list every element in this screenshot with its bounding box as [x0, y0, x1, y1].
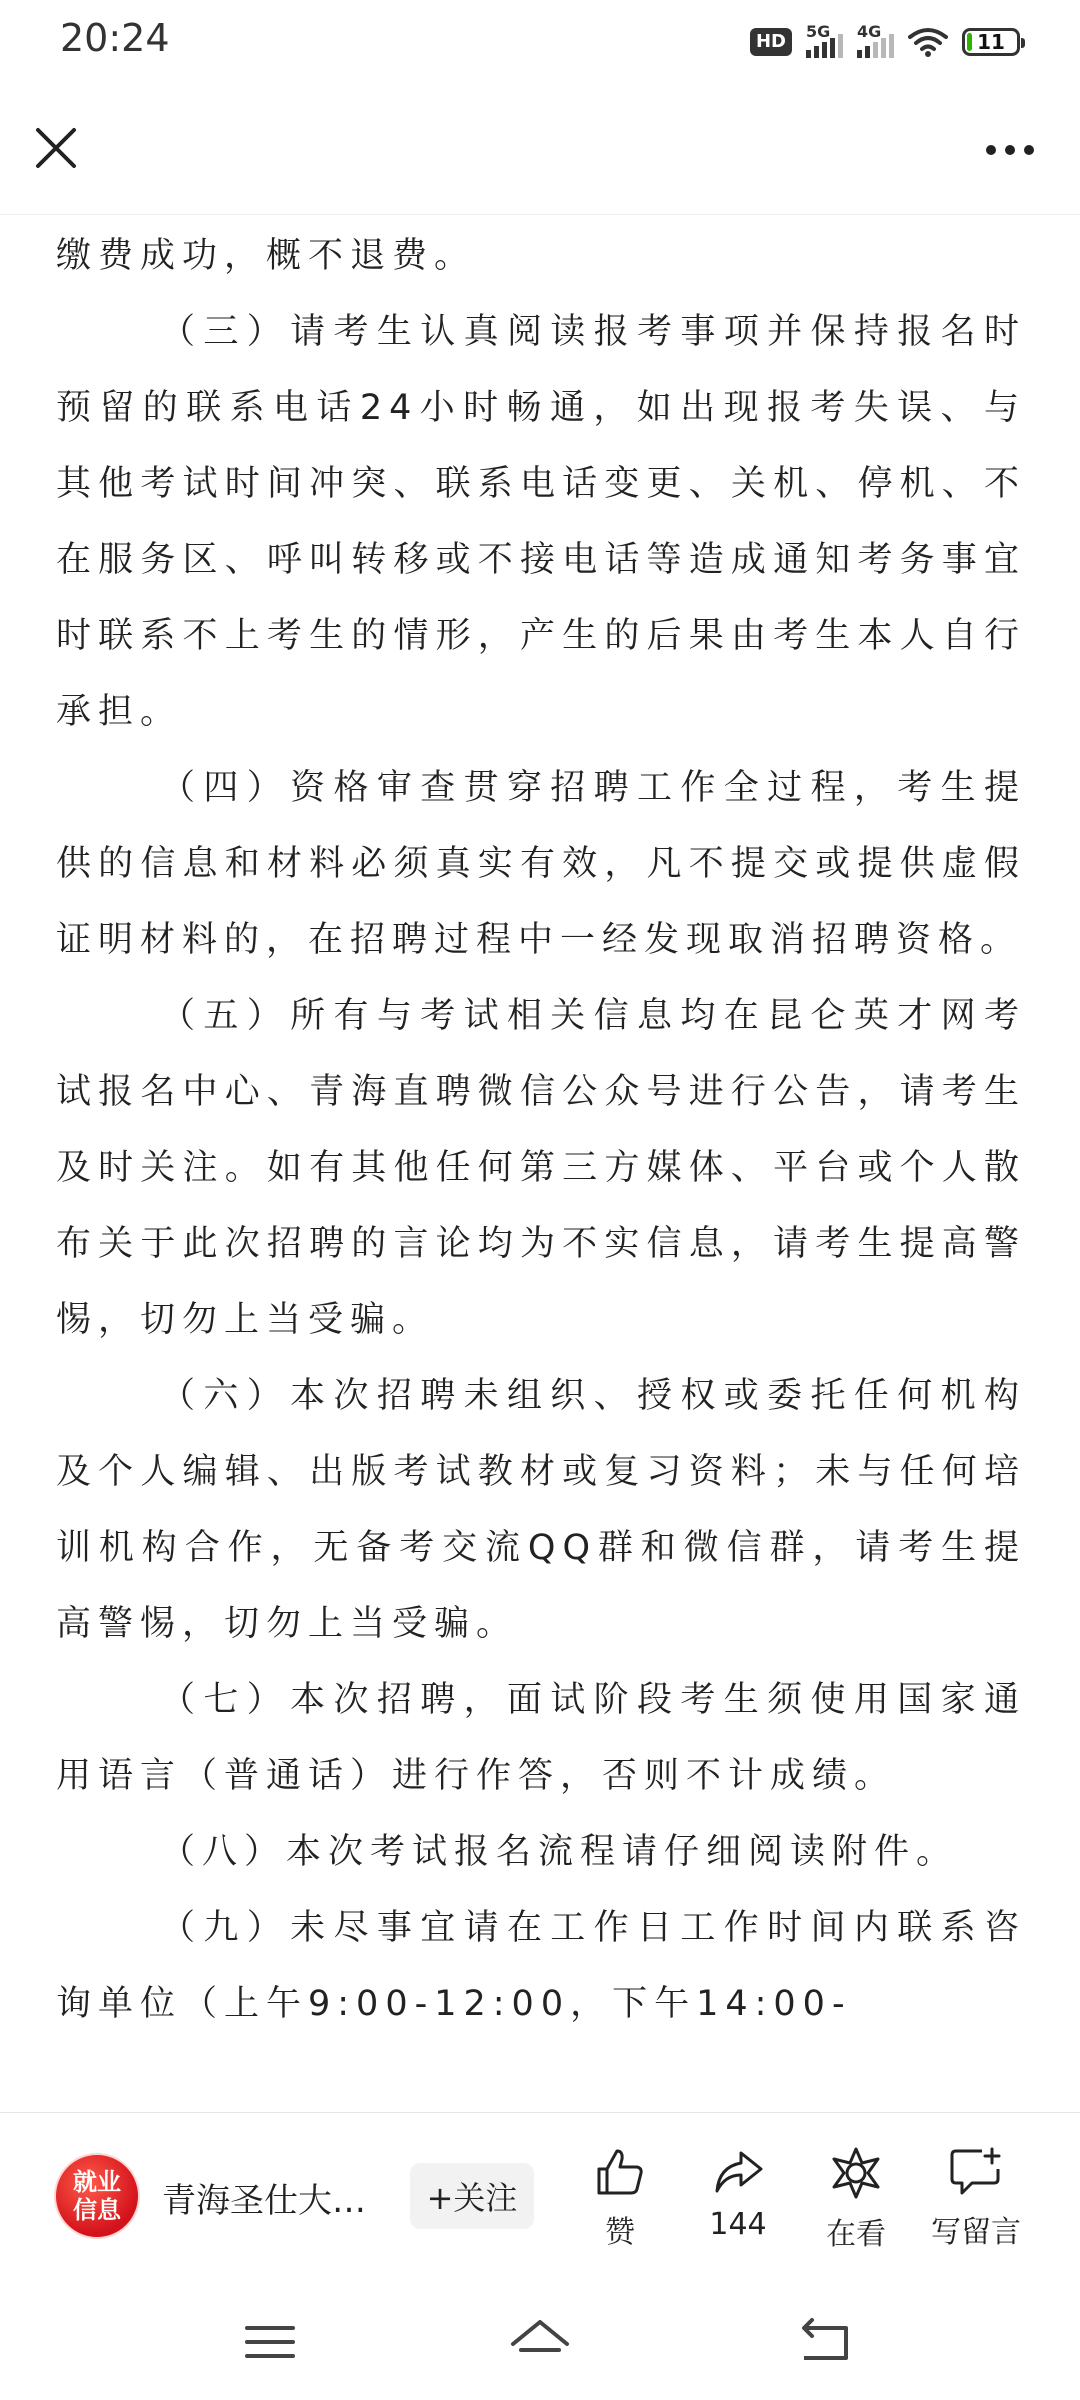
close-icon	[28, 120, 84, 176]
article-paragraph: （三）请考生认真阅读报考事项并保持报名时预留的联系电话24小时畅通，如出现报考失误、与其他考试时间冲突、联系电话变更、关机、停机、不在服务区、呼叫转移或不接电话等造成通知考务事宜时联系不上考生的情形，产生的后果由考生本人自行承担。	[56, 312, 1026, 732]
more-dots-icon	[986, 145, 996, 155]
follow-button[interactable]: +关注	[410, 2163, 534, 2229]
article-paragraph: （八）本次考试报名流程请仔细阅读附件。	[160, 1832, 959, 1872]
like-label: 赞	[605, 2215, 635, 2250]
battery-icon	[962, 28, 1020, 56]
article-paragraph: 缴费成功，概不退费。	[56, 236, 477, 276]
account-name[interactable]: 青海圣仕大…	[162, 2181, 366, 2221]
share-count: 144	[709, 2207, 767, 2242]
article-paragraph: （六）本次招聘未组织、授权或委托任何机构及个人编辑、出版考试教材或复习资料；未与任何培训机构合作，无备考交流QQ群和微信群，请考生提高警惕，切勿上当受骗。	[56, 1376, 1026, 1644]
battery-level: 11	[977, 30, 1005, 54]
wifi-icon	[908, 27, 948, 57]
system-nav-bar	[0, 2282, 1080, 2400]
comment-icon	[948, 2145, 1004, 2199]
hd-icon: HD	[750, 28, 792, 56]
menu-icon	[235, 2312, 305, 2372]
share-button[interactable]	[683, 2145, 793, 2242]
home-icon	[505, 2312, 575, 2372]
comment-label: 写留言	[931, 2215, 1021, 2250]
article-paragraph: （七）本次招聘，面试阶段考生须使用国家通用语言（普通话）进行作答，否则不计成绩。	[56, 1680, 1026, 1796]
signal-5g-icon	[806, 22, 843, 58]
status-time: 20:24	[60, 16, 170, 60]
comment-button[interactable]	[921, 2145, 1031, 2251]
close-button[interactable]	[28, 120, 84, 176]
menu-button[interactable]	[235, 2312, 305, 2372]
home-button[interactable]	[505, 2312, 575, 2372]
status-bar	[0, 0, 1080, 84]
avatar-text-line1: 就业	[73, 2168, 121, 2196]
bottom-action-bar	[0, 2112, 1080, 2283]
like-button[interactable]	[565, 2145, 675, 2251]
share-icon	[711, 2145, 765, 2199]
article-paragraph: （九）未尽事宜请在工作日工作时间内联系咨询单位（上午9:00-12:00，下午14:00-	[56, 1908, 1026, 2024]
back-button[interactable]	[790, 2312, 860, 2372]
thumbs-up-icon	[593, 2145, 647, 2199]
status-icons	[750, 22, 1020, 62]
article-paragraph: （四）资格审查贯穿招聘工作全过程，考生提供的信息和材料必须真实有效，凡不提交或提供虚假证明材料的，在招聘过程中一经发现取消招聘资格。	[56, 768, 1026, 960]
signal-5g-label: 5G	[806, 22, 831, 41]
back-icon	[790, 2312, 860, 2372]
watching-label: 在看	[826, 2217, 886, 2252]
signal-4g-icon	[857, 22, 894, 58]
article-paragraph: （五）所有与考试相关信息均在昆仑英才网考试报名中心、青海直聘微信公众号进行公告，请考生及时关注。如有其他任何第三方媒体、平台或个人散布关于此次招聘的言论均为不实信息，请考生提高警惕，切勿上当受骗。	[56, 996, 1026, 1340]
watching-button[interactable]	[801, 2145, 911, 2253]
avatar-text-line2: 信息	[73, 2196, 121, 2224]
account-avatar[interactable]	[54, 2153, 140, 2239]
top-nav-bar	[0, 84, 1080, 215]
article-body	[56, 218, 1026, 2110]
signal-4g-label: 4G	[857, 22, 882, 41]
watching-star-icon	[828, 2145, 884, 2201]
more-button[interactable]	[980, 132, 1040, 168]
